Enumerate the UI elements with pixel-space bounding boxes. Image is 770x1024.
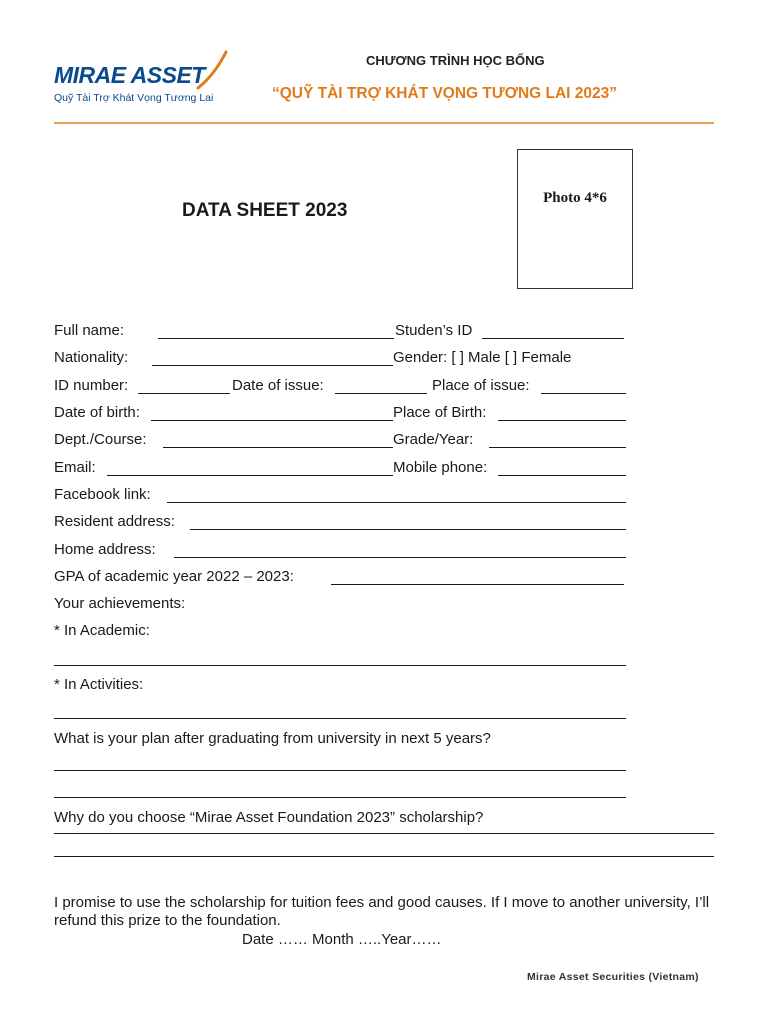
full-name-field[interactable]: [158, 338, 394, 339]
dept-course-label: Dept./Course:: [54, 431, 147, 448]
student-id-field[interactable]: [482, 338, 624, 339]
in-activities-label: * In Activities:: [54, 676, 144, 693]
grade-year-label: Grade/Year:: [393, 431, 474, 448]
why-question-label: Why do you choose “Mirae Asset Foundation 2023” scholarship?: [54, 809, 484, 826]
program-name: “QUỸ TÀI TRỢ KHÁT VỌNG TƯƠNG LAI 2023”: [272, 85, 618, 102]
mobile-phone-field[interactable]: [498, 475, 626, 476]
nationality-field[interactable]: [152, 365, 393, 366]
why-field-line-1[interactable]: [54, 833, 714, 834]
photo-label: Photo 4*6: [543, 190, 607, 206]
gpa-field[interactable]: [331, 584, 624, 585]
full-name-label: Full name:: [54, 322, 125, 339]
plan-field-line-2[interactable]: [54, 797, 626, 798]
gpa-label: GPA of academic year 2022 – 2023:: [54, 568, 294, 585]
date-of-issue-field[interactable]: [335, 393, 427, 394]
student-id-label: Studen’s ID: [395, 322, 473, 339]
photo-box: [517, 149, 633, 289]
gender-label[interactable]: Gender: [ ] Male [ ] Female: [393, 349, 572, 366]
logo-tagline: Quỹ Tài Trợ Khát Vọng Tương Lai: [54, 92, 214, 104]
program-label: CHƯƠNG TRÌNH HỌC BỔNG: [366, 53, 545, 68]
resident-address-label: Resident address:: [54, 513, 175, 530]
plan-field-line-1[interactable]: [54, 770, 626, 771]
date-of-issue-label: Date of issue:: [232, 377, 324, 394]
logo-wordmark: MIRAE ASSET: [54, 62, 205, 88]
why-field-line-2[interactable]: [54, 856, 714, 857]
id-number-field[interactable]: [138, 393, 230, 394]
resident-address-field[interactable]: [190, 529, 626, 530]
date-of-birth-label: Date of birth:: [54, 404, 140, 421]
place-of-birth-label: Place of Birth:: [393, 404, 487, 421]
plan-question-label: What is your plan after graduating from university in next 5 years?: [54, 730, 491, 747]
promise-statement: I promise to use the scholarship for tuition fees and good causes. If I move to another university, I’ll refund this prize to the foundation.: [54, 894, 710, 929]
place-of-issue-label: Place of issue:: [432, 377, 530, 394]
activities-field[interactable]: [54, 718, 626, 719]
academic-field[interactable]: [54, 665, 626, 666]
header-divider: [54, 122, 714, 124]
home-address-label: Home address:: [54, 541, 156, 558]
facebook-label: Facebook link:: [54, 486, 151, 503]
in-academic-label: * In Academic:: [54, 622, 150, 639]
date-of-birth-field[interactable]: [151, 420, 393, 421]
home-address-field[interactable]: [174, 557, 626, 558]
grade-year-field[interactable]: [489, 447, 626, 448]
logo-swoosh-icon: [196, 50, 230, 90]
facebook-field[interactable]: [167, 502, 626, 503]
page-title: DATA SHEET 2023: [182, 200, 348, 221]
footer-company: Mirae Asset Securities (Vietnam): [527, 971, 699, 983]
email-label: Email:: [54, 459, 96, 476]
achievements-label: Your achievements:: [54, 595, 186, 612]
id-number-label: ID number:: [54, 377, 129, 394]
date-line: Date …… Month …..Year……: [242, 931, 442, 948]
email-field[interactable]: [107, 475, 393, 476]
mobile-phone-label: Mobile phone:: [393, 459, 488, 476]
dept-course-field[interactable]: [163, 447, 393, 448]
place-of-birth-field[interactable]: [498, 420, 626, 421]
place-of-issue-field[interactable]: [541, 393, 626, 394]
nationality-label: Nationality:: [54, 349, 129, 366]
